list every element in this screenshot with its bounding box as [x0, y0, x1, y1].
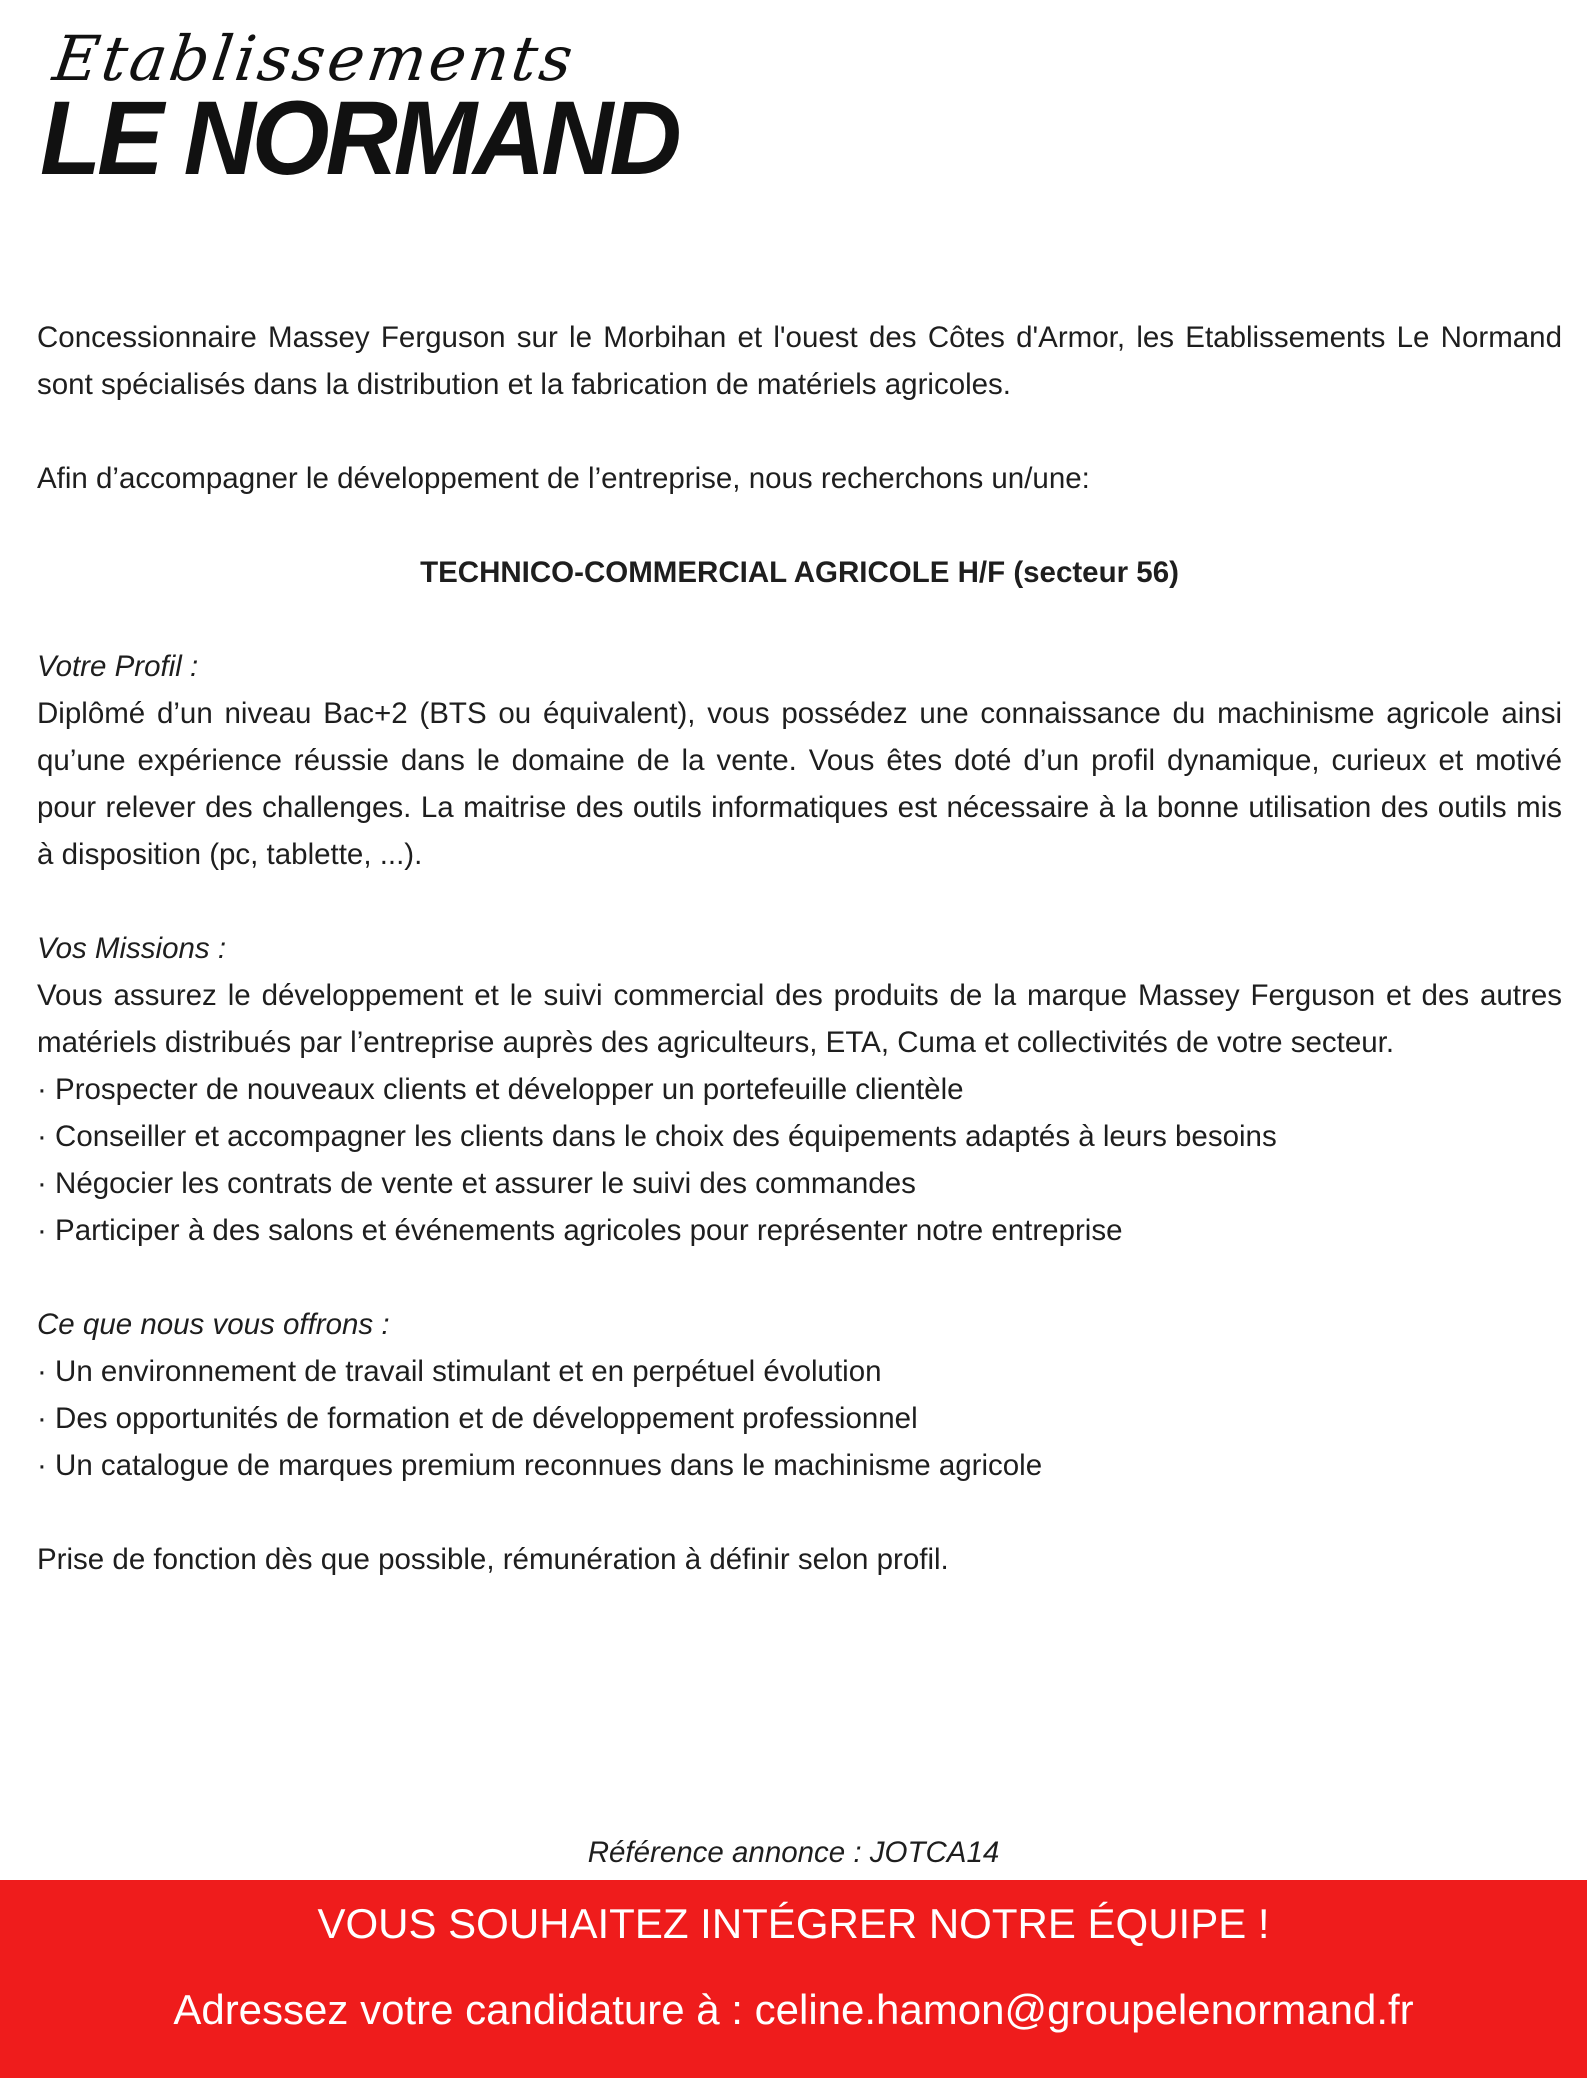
spacer: [37, 596, 1562, 643]
company-logo: [40, 22, 680, 198]
spacer: [37, 1489, 1562, 1536]
spacer: [37, 878, 1562, 925]
missions-text: Vous assurez le développement et le suivi commercial des produits de la marque Massey Ferguson et des autres matériels distribués par l’entreprise auprès des agriculteurs, ETA, Cuma et collectivités de votre secteur.: [37, 979, 1562, 1059]
mission-item: · Prospecter de nouveaux clients et développer un portefeuille clientèle: [37, 1073, 964, 1106]
offer-item: · Un catalogue de marques premium reconnues dans le machinisme agricole: [37, 1449, 1043, 1482]
footer-headline: VOUS SOUHAITEZ INTÉGRER NOTRE ÉQUIPE !: [317, 1900, 1270, 1947]
mission-item: · Conseiller et accompagner les clients dans le choix des équipements adaptés à leurs besoins: [37, 1120, 1277, 1153]
spacer: [37, 408, 1562, 455]
profile-text: Diplômé d’un niveau Bac+2 (BTS ou équivalent), vous possédez une connaissance du machinisme agricole ainsi qu’une expérience réussie dans le domaine de la vente. Vous êtes doté d’un profil dynamique, curieux et motivé pour relever des challenges. La maitrise des outils informatiques est nécessaire à la bonne utilisation des outils mis à disposition (pc, tablette, ...).: [37, 697, 1562, 871]
job-title: TECHNICO-COMMERCIAL AGRICOLE H/F (secteur 56): [420, 556, 1179, 589]
intro-lead: Afin d’accompagner le développement de l’entreprise, nous recherchons un/une:: [37, 462, 1090, 495]
footer-contact: Adressez votre candidature à : celine.hamon@groupelenormand.fr: [173, 1986, 1414, 2033]
spacer: [37, 502, 1562, 549]
mission-item: · Négocier les contrats de vente et assurer le suivi des commandes: [37, 1167, 916, 1200]
offer-item: · Des opportunités de formation et de développement professionnel: [37, 1402, 918, 1435]
offer-item: · Un environnement de travail stimulant et en perpétuel évolution: [37, 1355, 882, 1388]
intro-paragraph: Concessionnaire Massey Ferguson sur le Morbihan et l'ouest des Côtes d'Armor, les Etablissements Le Normand sont spécialisés dans la distribution et la fabrication de matériels agricoles.: [37, 321, 1562, 401]
reference-label: Référence annonce : JOTCA14: [587, 1836, 1000, 1869]
job-posting-body: [37, 314, 1562, 1583]
offer-label: Ce que nous vous offrons :: [37, 1308, 390, 1341]
closing-text: Prise de fonction dès que possible, rémunération à définir selon profil.: [37, 1543, 949, 1576]
logo-bold-text: LE NORMAND: [40, 79, 678, 198]
profile-label: Votre Profil :: [37, 650, 199, 683]
missions-label: Vos Missions :: [37, 932, 227, 965]
mission-item: · Participer à des salons et événements agricoles pour représenter notre entreprise: [37, 1214, 1123, 1247]
logo-script-text: Etablissements: [48, 22, 581, 95]
spacer: [37, 1254, 1562, 1301]
